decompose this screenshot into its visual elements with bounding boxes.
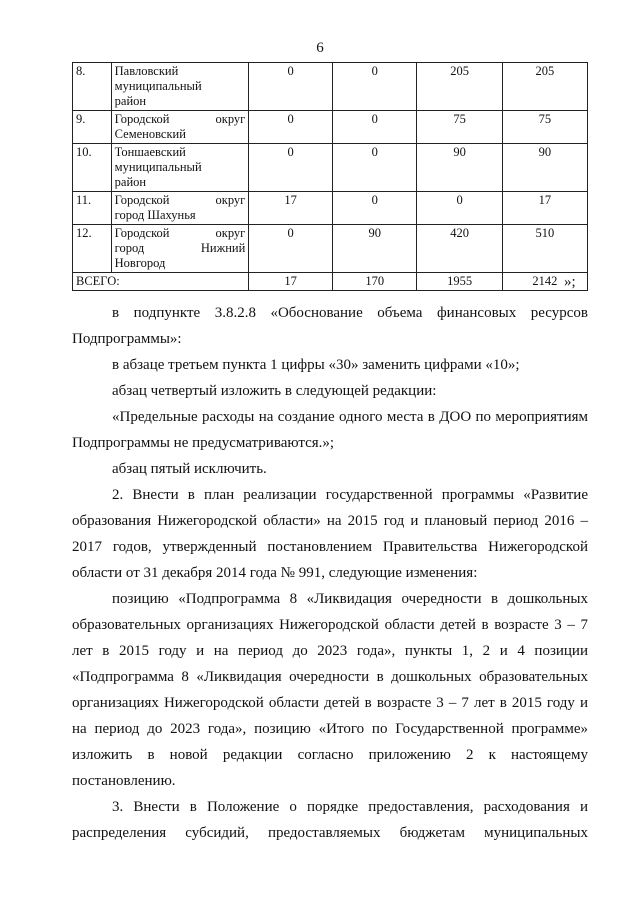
row-number: 10. — [73, 144, 112, 192]
paragraph: 2. Внести в план реализации государственной программы «Развитие образования Нижегородской области» на 2015 год и плановый период 2016 – 2017 годов, утвержденный постановлением Правительства Нижегородской области от 31 декабря 2014 года № 991, следующие изменения: — [72, 487, 588, 581]
value-cell-v4: 205 — [502, 63, 587, 111]
value-cell-v3: 0 — [417, 192, 502, 225]
table-row — [73, 144, 588, 192]
name-line: Городской округ — [114, 112, 246, 126]
value-cell-v2: 90 — [332, 225, 416, 273]
value-cell-v1: 0 — [249, 225, 333, 273]
municipality-name — [111, 111, 249, 144]
total-label: ВСЕГО: — [73, 273, 249, 291]
name-line: Павловский — [114, 64, 179, 78]
row-number: 9. — [73, 111, 112, 144]
table-row — [73, 192, 588, 225]
value-cell-v1: 17 — [249, 192, 333, 225]
page-number: 6 — [316, 40, 324, 56]
table-row — [73, 63, 588, 111]
total-row — [73, 273, 588, 291]
row-number: 12. — [73, 225, 112, 273]
value-cell-v3: 420 — [417, 225, 502, 273]
value-cell-v2: 0 — [332, 63, 416, 111]
name-line: город Нижний — [114, 241, 246, 255]
name-line: район — [114, 94, 147, 108]
subsidy-table — [72, 62, 588, 291]
name-line: район — [114, 175, 147, 189]
value-cell-v4: 17 — [502, 192, 587, 225]
paragraph: абзац пятый исключить. — [112, 461, 267, 477]
row-number: 8. — [73, 63, 112, 111]
municipality-name — [111, 144, 249, 192]
paragraph: позицию «Подпрограмма 8 «Ликвидация очередности в дошкольных образовательных организациях Нижегородской области детей в возрасте 3 – 7 лет в 2015 году и на период до 2023 года», пункты 1, 2 и 4 позиции «Подпрограмма 8 «Ликвидация очередности в дошкольных образовательных организациях Нижегородской области детей в возрасте 3 – 7 лет в 2015 году и на период до 2023 года», позицию «Итого по Государственной программе» изложить в новой редакции согласно приложению 2 к настоящему постановлению. — [72, 591, 588, 789]
value-cell-v3: 75 — [417, 111, 502, 144]
total-v3: 1955 — [417, 273, 502, 291]
value-cell-v4: 510 — [502, 225, 587, 273]
paragraph: в подпункте 3.8.2.8 «Обоснование объема финансовых ресурсов Подпрограммы»: — [72, 305, 588, 347]
document-body — [72, 300, 588, 846]
municipality-name — [111, 225, 249, 273]
municipality-name — [111, 63, 249, 111]
value-cell-v2: 0 — [332, 192, 416, 225]
value-cell-v2: 0 — [332, 144, 416, 192]
value-cell-v1: 0 — [249, 63, 333, 111]
value-cell-v1: 0 — [249, 144, 333, 192]
name-line: Новгород — [114, 256, 166, 270]
paragraph: в абзаце третьем пункта 1 цифры «30» заменить цифрами «10»; — [112, 357, 520, 373]
total-v4: 2142 — [502, 273, 587, 291]
row-number: 11. — [73, 192, 112, 225]
value-cell-v3: 90 — [417, 144, 502, 192]
name-line: Семеновский — [114, 127, 186, 141]
paragraph: 3. Внести в Положение о порядке предоставления, расходования и распределения субсидий, предоставляемых бюджетам муниципальных — [72, 799, 588, 841]
name-line: муниципальный — [114, 79, 202, 93]
value-cell-v4: 75 — [502, 111, 587, 144]
closing-quote: »; — [564, 274, 576, 290]
value-cell-v4: 90 — [502, 144, 587, 192]
table-body — [73, 63, 588, 291]
name-line: Городской округ — [114, 226, 246, 240]
name-line: муниципальный — [114, 160, 202, 174]
value-cell-v3: 205 — [417, 63, 502, 111]
value-cell-v2: 0 — [332, 111, 416, 144]
table-row — [73, 111, 588, 144]
paragraph: абзац четвертый изложить в следующей редакции: — [112, 383, 437, 399]
table-row — [73, 225, 588, 273]
total-v1: 17 — [249, 273, 333, 291]
municipality-name — [111, 192, 249, 225]
name-line: город Шахунья — [114, 208, 196, 222]
total-v2: 170 — [332, 273, 416, 291]
name-line: Тоншаевский — [114, 145, 186, 159]
name-line: Городской округ — [114, 193, 246, 207]
value-cell-v1: 0 — [249, 111, 333, 144]
paragraph: «Предельные расходы на создание одного места в ДОО по мероприятиям Подпрограммы не предусматриваются.»; — [72, 409, 588, 451]
